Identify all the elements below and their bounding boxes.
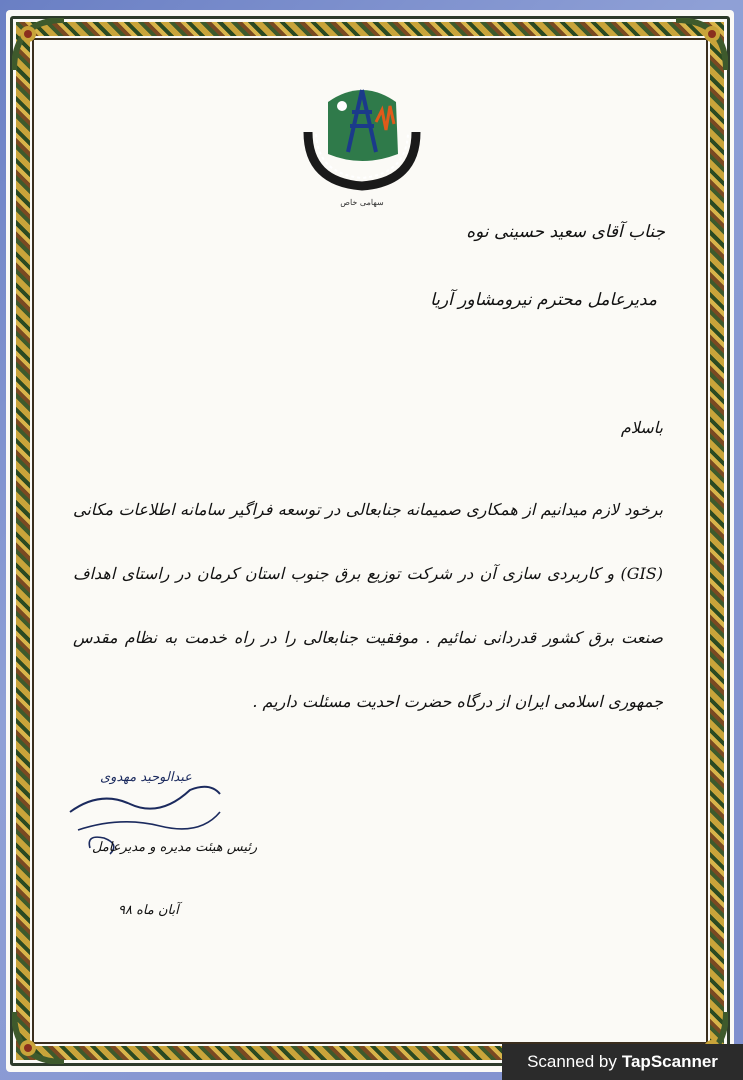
- corner-ornament: [674, 18, 728, 72]
- corner-ornament: [12, 18, 66, 72]
- company-logo: [288, 82, 436, 210]
- signer-title: رئیس هیئت مدیره و مدیرعامل: [92, 840, 258, 855]
- recipient-name: جناب آقای سعید حسینی نوه: [466, 222, 665, 242]
- corner-ornament: [12, 1010, 66, 1064]
- watermark-brand: TapScanner: [621, 1052, 718, 1071]
- recipient-title: مدیرعامل محترم نیرومشاور آریا: [430, 290, 657, 310]
- watermark-prefix: Scanned by: [527, 1052, 617, 1071]
- scanner-watermark: [502, 1044, 743, 1080]
- power-tower-emblem-icon: [288, 82, 436, 196]
- signer-name: عبدالوحید مهدوی: [100, 770, 192, 785]
- greeting: باسلام: [620, 418, 663, 437]
- letter-body: برخود لازم میدانیم از همکاری صمیمانه جنابعالی در توسعه فراگیر سامانه اطلاعات مکانی (GIS) و کاربردی سازی آن در شرکت توزیع برق جنوب استان کرمان در راستای اهداف صنعت برق کشور قدردانی نمائیم . موفقیت جنابعالی را در راه خدمت به نظام مقدس جمهوری اسلامی ایران از درگاه حضرت احدیت مسئلت داریم .: [73, 500, 663, 711]
- letter-date: آبان ماه ۹۸: [118, 903, 179, 918]
- emblem-caption: سهامی خاص: [340, 198, 384, 207]
